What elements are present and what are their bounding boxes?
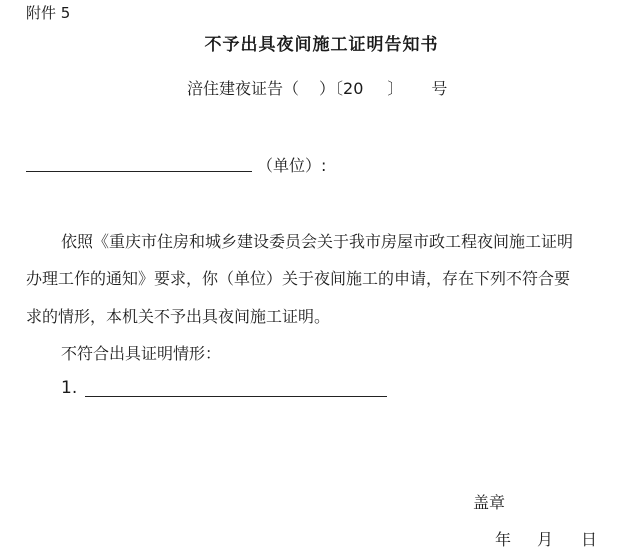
date-day-label: 日 (581, 530, 598, 549)
conditions-label: 不符合出具证明情形： (61, 344, 222, 363)
body-line-1: 依照《重庆市住房和城乡建设委员会关于我市房屋市政工程夜间施工证明 (61, 232, 574, 251)
document-title: 不予出具夜间施工证明告知书 (204, 35, 439, 55)
date-month-label: 月 (537, 530, 554, 549)
doc-number-close: 〕 (387, 79, 404, 98)
condition-item-number: 1. (61, 378, 78, 398)
attachment-label: 附件 5 (26, 4, 71, 22)
condition-item-blank-line (85, 396, 387, 397)
doc-number-suffix: 号 (431, 79, 448, 98)
seal-label: 盖章 (473, 493, 506, 512)
doc-number-mid: ）〔20 (319, 79, 364, 98)
doc-number-prefix: 涪住建夜证告（ (187, 79, 300, 98)
date-year-label: 年 (495, 530, 512, 549)
document-number (187, 76, 447, 99)
recipient-blank-line (26, 171, 252, 172)
recipient-unit-label: （单位）: (257, 156, 327, 175)
body-line-2: 办理工作的通知》要求，你（单位）关于夜间施工的申请，存在下列不符合要 (26, 269, 571, 288)
body-line-3: 求的情形，本机关不予出具夜间施工证明。 (26, 307, 331, 326)
